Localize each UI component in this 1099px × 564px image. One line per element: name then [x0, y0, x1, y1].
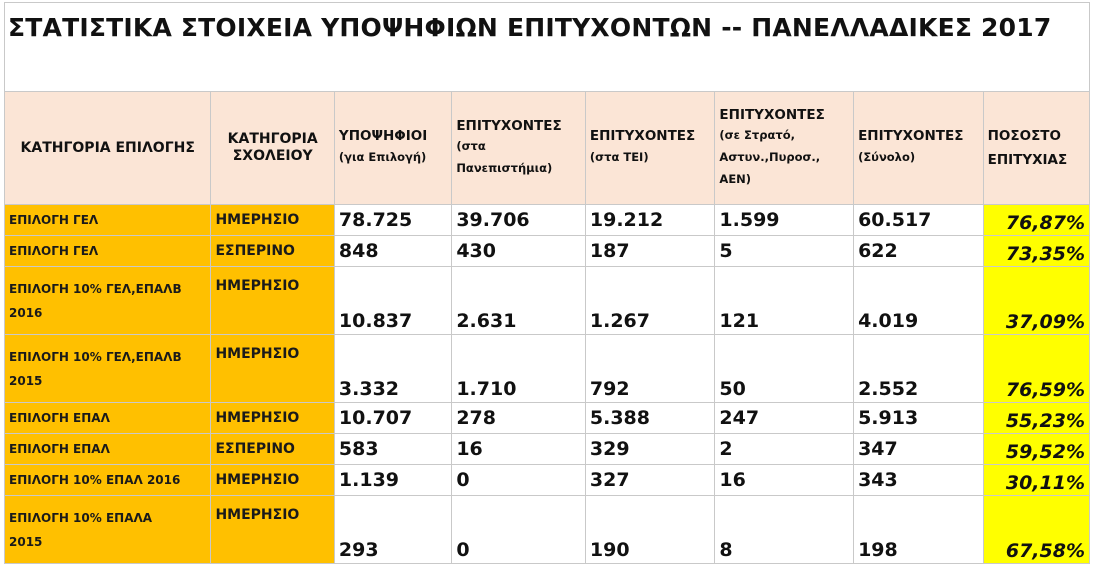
header-uni-sub: (στα Πανεπιστήμια)	[456, 139, 553, 175]
header-total-label: ΕΠΙΤΥΧΟΝΤΕΣ	[858, 128, 964, 144]
uni-cell: 278	[452, 403, 586, 434]
school-cell: ΗΜΕΡΗΣΙΟ	[211, 335, 334, 403]
header-military-label: ΕΠΙΤΥΧΟΝΤΕΣ	[719, 107, 825, 123]
total-cell: 622	[854, 236, 984, 267]
header-category: ΚΑΤΗΓΟΡΙΑ ΕΠΙΛΟΓΗΣ	[5, 92, 211, 205]
category-line: ΕΠΙΛΟΓΗ 10% ΕΠΑΛΑ	[9, 510, 153, 525]
header-tei-label: ΕΠΙΤΥΧΟΝΤΕΣ	[589, 128, 696, 144]
military-cell: 1.599	[715, 205, 854, 236]
military-cell: 2	[715, 434, 854, 465]
category-cell	[5, 335, 211, 403]
total-cell: 5.913	[854, 403, 984, 434]
category-line: ΕΠΙΛΟΓΗ 10% ΓΕΛ,ΕΠΑΛΒ	[9, 349, 182, 364]
category-line: ΕΠΙΛΟΓΗ ΓΕΛ	[9, 244, 99, 258]
table-row	[5, 335, 1090, 403]
candidates-cell: 78.725	[334, 205, 451, 236]
header-total	[854, 92, 984, 205]
table-row	[5, 236, 1090, 267]
candidates-cell: 583	[334, 434, 451, 465]
total-cell: 2.552	[854, 335, 984, 403]
page-title: ΣΤΑΤΙΣΤΙΚΑ ΣΤΟΙΧΕΙΑ ΥΠΟΨΗΦΙΩΝ ΕΠΙΤΥΧΟΝΤΩΝ -- ΠΑΝΕΛΛΑΔΙΚΕΣ 2017	[5, 3, 1090, 92]
header-candidates	[334, 92, 451, 205]
school-cell: ΗΜΕΡΗΣΙΟ	[211, 267, 334, 335]
header-rate	[983, 92, 1089, 205]
category-cell	[5, 267, 211, 335]
candidates-cell: 10.837	[334, 267, 451, 335]
category-line-2: 2015	[9, 534, 43, 549]
header-tei-sub: (στα ΤΕΙ)	[589, 150, 649, 164]
header-uni-label: ΕΠΙΤΥΧΟΝΤΕΣ	[456, 118, 562, 134]
military-cell: 247	[715, 403, 854, 434]
candidates-cell: 293	[334, 496, 451, 564]
header-military	[715, 92, 854, 205]
school-cell: ΗΜΕΡΗΣΙΟ	[211, 496, 334, 564]
category-line: ΕΠΙΛΟΓΗ ΕΠΑΛ	[9, 442, 110, 456]
rate-cell: 76,87%	[983, 205, 1089, 236]
total-cell: 198	[854, 496, 984, 564]
military-cell: 50	[715, 335, 854, 403]
tei-cell: 187	[585, 236, 715, 267]
category-line-2: 2015	[9, 373, 43, 388]
category-line: ΕΠΙΛΟΓΗ ΕΠΑΛ	[9, 411, 110, 425]
table-row	[5, 434, 1090, 465]
header-tei	[585, 92, 715, 205]
category-line: ΕΠΙΛΟΓΗ 10% ΓΕΛ,ΕΠΑΛΒ	[9, 281, 182, 296]
table-row	[5, 403, 1090, 434]
tei-cell: 329	[585, 434, 715, 465]
header-military-sub: (σε Στρατό, Αστυν.,Πυροσ., ΑΕΝ)	[719, 128, 821, 186]
military-cell: 121	[715, 267, 854, 335]
header-uni	[452, 92, 586, 205]
category-line: ΕΠΙΛΟΓΗ 10% ΕΠΑΛ 2016	[9, 473, 181, 487]
candidates-cell: 3.332	[334, 335, 451, 403]
table-row	[5, 267, 1090, 335]
military-cell: 16	[715, 465, 854, 496]
category-cell	[5, 236, 211, 267]
table-row	[5, 205, 1090, 236]
header-row	[5, 92, 1090, 205]
school-cell: ΕΣΠΕΡΙΝΟ	[211, 434, 334, 465]
header-candidates-sub: (για Επιλογή)	[338, 150, 427, 164]
uni-cell: 0	[452, 465, 586, 496]
rate-cell: 59,52%	[983, 434, 1089, 465]
header-candidates-label: ΥΠΟΨΗΦΙΟΙ	[338, 128, 428, 144]
school-cell: ΗΜΕΡΗΣΙΟ	[211, 403, 334, 434]
uni-cell: 39.706	[452, 205, 586, 236]
tei-cell: 327	[585, 465, 715, 496]
school-cell: ΗΜΕΡΗΣΙΟ	[211, 465, 334, 496]
rate-cell: 76,59%	[983, 335, 1089, 403]
rate-cell: 67,58%	[983, 496, 1089, 564]
tei-cell: 792	[585, 335, 715, 403]
table-row	[5, 496, 1090, 564]
category-cell	[5, 434, 211, 465]
tei-cell: 190	[585, 496, 715, 564]
category-line-2: 2016	[9, 305, 43, 320]
military-cell: 8	[715, 496, 854, 564]
uni-cell: 2.631	[452, 267, 586, 335]
category-cell	[5, 465, 211, 496]
rate-cell: 73,35%	[983, 236, 1089, 267]
header-school: ΚΑΤΗΓΟΡΙΑ ΣΧΟΛΕΙΟΥ	[211, 92, 334, 205]
total-cell: 60.517	[854, 205, 984, 236]
candidates-cell: 1.139	[334, 465, 451, 496]
total-cell: 343	[854, 465, 984, 496]
uni-cell: 0	[452, 496, 586, 564]
uni-cell: 1.710	[452, 335, 586, 403]
tei-cell: 5.388	[585, 403, 715, 434]
candidates-cell: 10.707	[334, 403, 451, 434]
rate-cell: 37,09%	[983, 267, 1089, 335]
school-cell: ΕΣΠΕΡΙΝΟ	[211, 236, 334, 267]
category-cell	[5, 403, 211, 434]
uni-cell: 430	[452, 236, 586, 267]
header-total-sub: (Σύνολο)	[858, 150, 916, 164]
tei-cell: 1.267	[585, 267, 715, 335]
statistics-table	[4, 2, 1090, 564]
school-cell: ΗΜΕΡΗΣΙΟ	[211, 205, 334, 236]
military-cell: 5	[715, 236, 854, 267]
rate-cell: 55,23%	[983, 403, 1089, 434]
rate-cell: 30,11%	[983, 465, 1089, 496]
header-rate-label: ΠΟΣΟΣΤΟ ΕΠΙΤΥΧΙΑΣ	[987, 128, 1068, 168]
category-cell	[5, 205, 211, 236]
uni-cell: 16	[452, 434, 586, 465]
category-line: ΕΠΙΛΟΓΗ ΓΕΛ	[9, 213, 99, 227]
category-cell	[5, 496, 211, 564]
total-cell: 347	[854, 434, 984, 465]
total-cell: 4.019	[854, 267, 984, 335]
tei-cell: 19.212	[585, 205, 715, 236]
candidates-cell: 848	[334, 236, 451, 267]
table-row	[5, 465, 1090, 496]
